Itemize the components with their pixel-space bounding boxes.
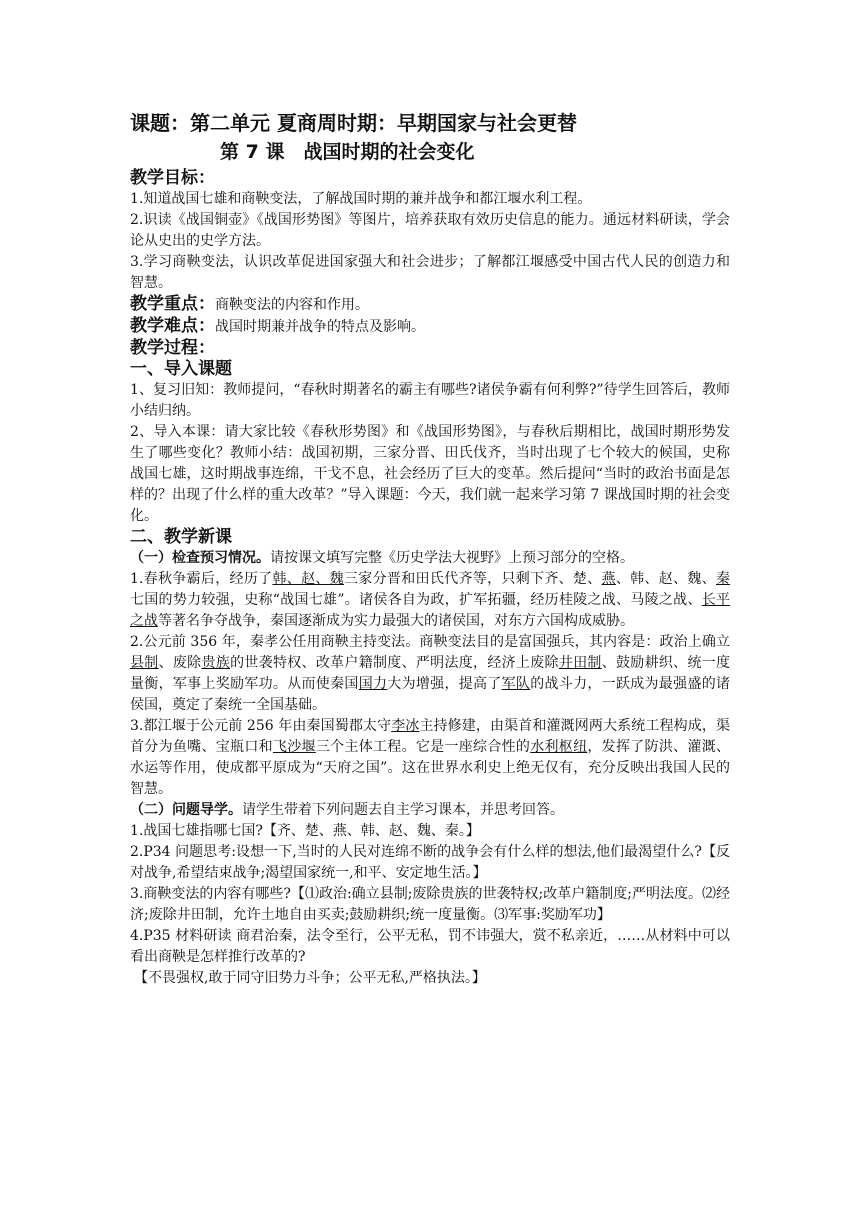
filled-blank: 李冰 bbox=[391, 718, 420, 734]
difficulty-label: 教学难点： bbox=[130, 316, 215, 336]
filled-blank: 水利枢纽 bbox=[530, 739, 588, 755]
section1-paragraph: 2、导入本课：请大家比较《春秋形势图》和《战国形势图》，与春秋后期相比，战国时期形势发生了哪些变化？教师小结：战国初期，三家分晋、田氏伐齐，当时出现了七个较大的候国，史称战国七雄，这时期战事连绵，干戈不息，社会经历了巨大的变革。然后提问“当时的政治书面是怎样的？出现了什么样的重大改革？”导入课题：今天，我们就一起来学习第 7 课战国时期的社会变化。 bbox=[130, 424, 730, 524]
question-item: 4.P35 材料研读 商君治秦，法令至行，公平无私，罚不讳强大，赏不私亲近，……从材料中可以看出商鞅是怎样推行改革的? bbox=[130, 928, 730, 965]
filled-blank: 县制 bbox=[130, 655, 159, 671]
document-title: 课题：第二单元 夏商周时期：早期国家与社会更替 bbox=[130, 111, 577, 135]
part1-intro-text: 请按课文填写完整《历史学法大视野》上预习部分的空格。 bbox=[270, 550, 634, 566]
filled-blank: 燕 bbox=[601, 571, 616, 587]
part1-heading: （一）检查预习情况。 bbox=[130, 550, 270, 566]
text-run: 2.公元前 356 年，秦孝公任用商鞅主持变法。商鞅变法目的是富国强兵，其内容是：政治上确立 bbox=[130, 634, 730, 650]
text-run: 三家分晋和田氏代齐等，只剩下齐、楚、 bbox=[344, 571, 602, 587]
filled-blank: 韩、赵、魏 bbox=[272, 571, 344, 587]
review-item-3 bbox=[130, 716, 730, 800]
lesson-title: 第 7 课 战国时期的社会变化 bbox=[220, 141, 475, 163]
objective-item: 3.学习商鞅变法，认识改革促进国家强大和社会进步；了解都江堰感受中国古代人民的创造力和智慧。 bbox=[130, 254, 730, 291]
text-run: 主持修建，由渠首和灌溉网两大系统工程构成，渠首分为鱼嘴、宝瓶口和 bbox=[130, 718, 731, 755]
review-item-1 bbox=[130, 569, 730, 632]
objectives-heading: 教学目标： bbox=[130, 168, 215, 188]
text-run: 、废除 bbox=[158, 655, 202, 671]
review-item-2 bbox=[130, 632, 730, 716]
text-run: 大为增强，提高了 bbox=[387, 676, 502, 692]
text-run: 3.都江堰于公元前 256 年由秦国蜀郡太守 bbox=[130, 718, 392, 734]
document-body bbox=[130, 108, 730, 989]
filled-blank: 秦 bbox=[716, 571, 731, 587]
section1-paragraph: 1、复习旧知：教师提问，“春秋时期著名的霸主有哪些?诸侯争霸有何利弊?”待学生回答后，教师小结归纳。 bbox=[130, 382, 730, 419]
difficulty bbox=[130, 316, 730, 338]
question-item: 1.战国七雄指哪七国?【齐、楚、燕、韩、赵、魏、秦。】 bbox=[130, 823, 480, 839]
text-run: ，发挥了防洪、灌溉、水运等作用，使成都平原成为“天府之国”。这在世界水利史上绝无仅有，充分反映出我国人民的智慧。 bbox=[130, 739, 731, 797]
text-run: 、韩、赵、魏、 bbox=[615, 571, 717, 587]
part2-intro-text: 请学生带着下列问题去自主学习课本，并思考回答。 bbox=[242, 802, 564, 818]
process-heading: 教学过程： bbox=[130, 338, 215, 358]
part1-intro bbox=[130, 548, 730, 569]
text-run: 、鼓励耕织、统一度量衡，军事上奖励军功。从而使秦国 bbox=[130, 655, 731, 692]
filled-blank: 国力 bbox=[358, 676, 388, 692]
text-run: 等著名争夺战争，秦国逐渐成为实力最强大的诸侯国，对东方六国构成威胁。 bbox=[158, 613, 634, 629]
question-item: 3.商鞅变法的内容有哪些?【⑴政治:确立县制;废除贵族的世袭特权;改革户籍制度;严明法度。⑵经济;废除井田制，允许土地自由买卖;鼓励耕织;统一度量衡。⑶军事:奖励军功】 bbox=[130, 886, 730, 923]
objective-item: 1.知道战国七雄和商鞅变法，了解战国时期的兼并战争和都江堰水利工程。 bbox=[130, 191, 592, 207]
answer-item: 【不畏强权,敢于同守旧势力斗争；公平无私,严格执法。】 bbox=[134, 970, 486, 986]
difficulty-text: 战国时期兼并战争的特点及影响。 bbox=[215, 319, 425, 335]
filled-blank: 军队 bbox=[501, 676, 531, 692]
section2-heading: 二、教学新课 bbox=[130, 527, 232, 547]
key-point-text: 商鞅变法的内容和作用。 bbox=[215, 297, 369, 313]
text-run: 七国的势力较强，史称“战国七雄”。诸侯各自为政，扩军拓疆，经历桂陵之战、马陵之战、 bbox=[130, 592, 702, 608]
section1-heading: 一、导入课题 bbox=[130, 359, 232, 379]
filled-blank: 长平之战 bbox=[130, 592, 731, 629]
question-item: 2.P34 问题思考:设想一下,当时的人民对连绵不断的战争会有什么样的想法,他们最渴望什么?【反对战争,希望结束战争;渴望国家统一,和平、安定地生活。】 bbox=[130, 844, 730, 881]
key-point-label: 教学重点： bbox=[130, 294, 215, 314]
text-run: 1.春秋争霸后，经历了 bbox=[130, 571, 273, 587]
key-point bbox=[130, 294, 730, 316]
filled-blank: 井田制 bbox=[558, 655, 602, 671]
text-run: 的战斗力，一跃成为最强盛的诸侯国，奠定了秦统一全国基础。 bbox=[130, 676, 731, 713]
filled-blank: 贵族 bbox=[201, 655, 231, 671]
text-run: 三个主体工程。它是一座综合性的 bbox=[315, 739, 531, 755]
objective-item: 2.识读《战国铜壶》《战国形势图》等图片，培养获取有效历史信息的能力。通远材料研读，学会论从史出的史学方法。 bbox=[130, 212, 730, 249]
text-run: 的世袭特权、改革户籍制度、严明法度，经济上废除 bbox=[230, 655, 559, 671]
filled-blank: 飞沙堰 bbox=[272, 739, 316, 755]
part2-intro bbox=[130, 800, 730, 821]
part2-heading: （二）问题导学。 bbox=[130, 802, 242, 818]
